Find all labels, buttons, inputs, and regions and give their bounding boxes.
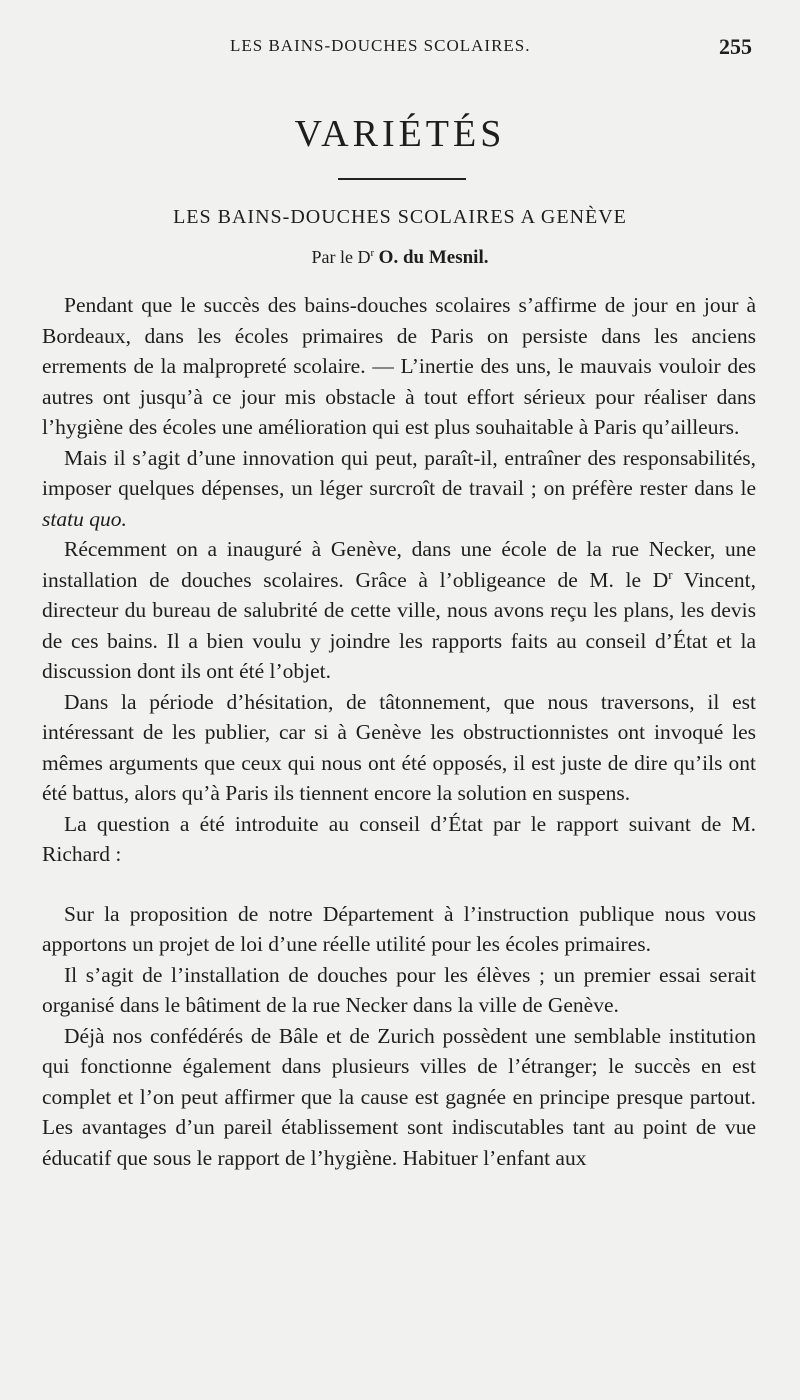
article-body [42, 290, 756, 1173]
paragraph-2 [42, 443, 756, 535]
paragraph-2-text: Mais il s’agit d’une innovation qui peut, paraît-il, entraîner des responsabilités, imposer quelques dépenses, un léger surcroît de travail ; on préfère rester dans le [42, 445, 756, 500]
paragraph-3-text-a: Récemment on a inauguré à Genève, dans une école de la rue Necker, une installation de douches scolaires. Grâce à l’obligeance de M. le D [42, 537, 756, 592]
paragraph-8: Déjà nos confédérés de Bâle et de Zurich possèdent une semblable institution qui fonctionne également dans plusieurs villes de l’étranger; le succès en est complet et l’on peut affirmer que la cause est gagnée en principe presque partout. Les avantages d’un pareil établissement sont indiscutables tant au point de vue éducatif que sous le rapport de l’hygiène. Habituer l’enfant aux [42, 1023, 756, 1170]
running-title: LES BAINS-DOUCHES SCOLAIRES. [230, 36, 531, 55]
title-divider [338, 178, 466, 180]
page-number: 255 [719, 34, 752, 59]
paragraph-2-italic: statu quo. [42, 506, 127, 531]
article-title: LES BAINS-DOUCHES SCOLAIRES A GENÈVE [173, 206, 627, 228]
paragraph-3-sup: r [668, 566, 673, 582]
section-title: VARIÉTÉS [294, 113, 506, 155]
byline-prefix: Par le D [311, 247, 371, 267]
byline [0, 247, 800, 269]
running-head [0, 36, 800, 66]
paragraph-4: Dans la période d’hésitation, de tâtonnement, que nous traversons, il est intéressant de les publier, car si à Genève les obstructionnistes ont invoqué les mêmes arguments que ceux qui nous ont été opposés, il est juste de dire qu’ils ont été battus, alors qu’à Paris ils tiennent encore la solution en suspens. [42, 689, 756, 805]
paragraph-3 [42, 534, 756, 687]
paragraph-5: La question a été introduite au conseil d’État par le rapport suivant de M. Richard : [42, 811, 756, 866]
byline-title-sup: r [370, 247, 375, 259]
paragraph-7: Il s’agit de l’installation de douches pour les élèves ; un premier essai serait organisé dans le bâtiment de la rue Necker dans la ville de Genève. [42, 962, 756, 1017]
paragraph-3-text-b: Vincent, directeur du bureau de salubrité de cette ville, nous avons reçu les plans, les devis de ces bains. Il a bien voulu y joindre les rapports faits au conseil d’État et la discussion dont ils ont été l’objet. [42, 567, 756, 683]
paragraph-6: Sur la proposition de notre Département à l’instruction publique nous vous apportons un projet de loi d’une réelle utilité pour les écoles primaires. [42, 901, 756, 956]
paragraph-1: Pendant que le succès des bains-douches scolaires s’affirme de jour en jour à Bordeaux, dans les écoles primaires de Paris on persiste dans les anciens errements de la malpropreté scolaire. — L’inertie des uns, le mauvais vouloir des autres ont jusqu’à ce jour mis obstacle à tout effort sérieux pour réaliser dans l’hygiène des écoles une amélioration qui est plus souhaitable à Paris qu’ailleurs. [42, 293, 756, 439]
byline-author: O. du Mesnil. [378, 247, 489, 268]
